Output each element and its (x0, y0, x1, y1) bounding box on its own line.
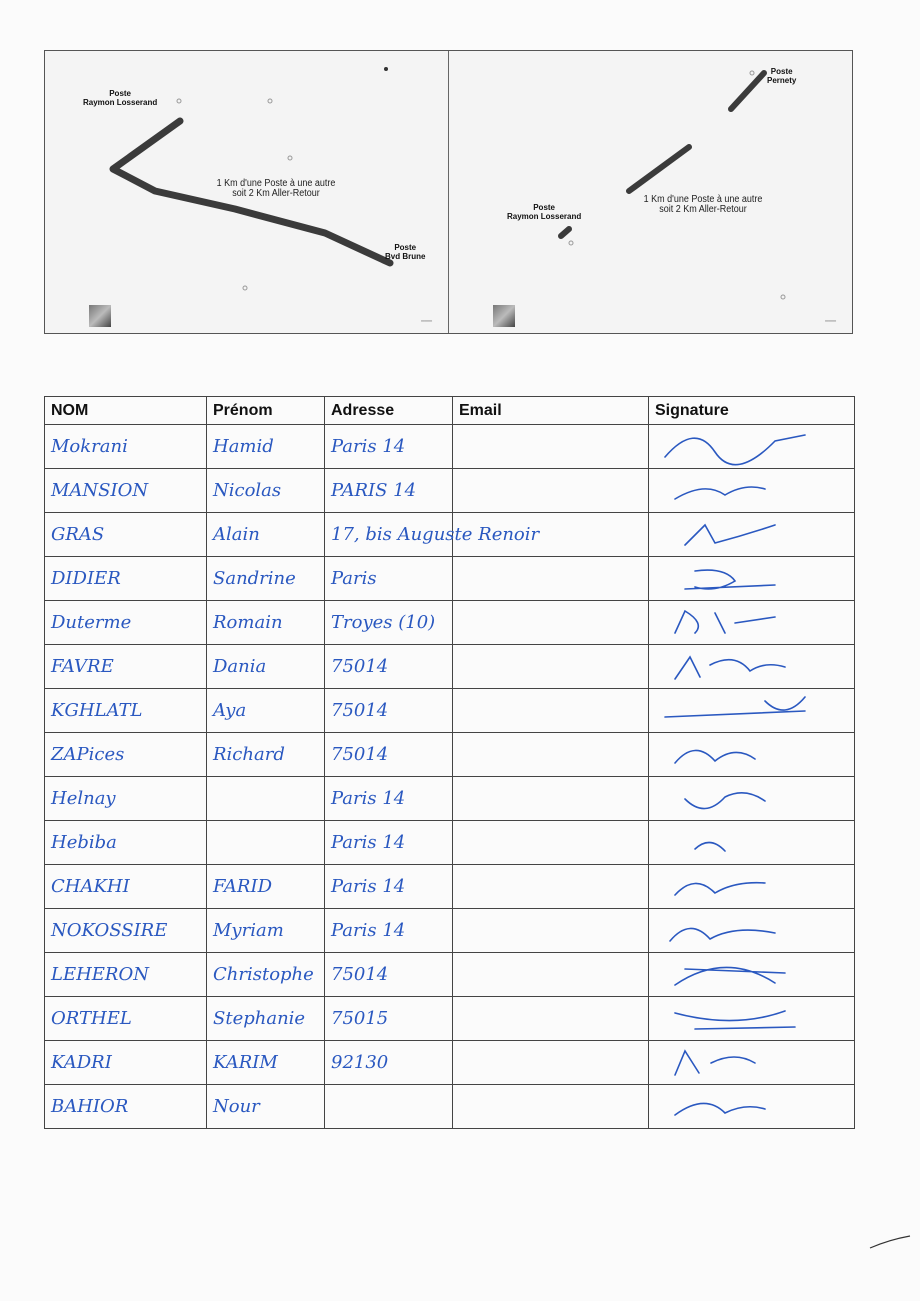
cell-signature (649, 777, 855, 821)
route-line-right (449, 51, 852, 333)
cell-email (453, 909, 649, 953)
signature-scribble (655, 427, 845, 467)
cell-prenom: Myriam (207, 909, 325, 953)
cell-prenom: Stephanie (207, 997, 325, 1041)
cell-adresse: 75014 (325, 645, 453, 689)
table-row (45, 425, 855, 469)
cell-email (453, 953, 649, 997)
cell-email (453, 645, 649, 689)
cell-signature (649, 953, 855, 997)
signature-scribble (655, 1087, 845, 1127)
table-row (45, 601, 855, 645)
cell-adresse: Paris (325, 557, 453, 601)
cell-email (453, 733, 649, 777)
map-right-scale: ━━━ (825, 319, 836, 325)
cell-signature (649, 645, 855, 689)
header-adresse: Adresse (325, 397, 453, 425)
cell-nom: Duterme (45, 601, 207, 645)
table-row (45, 733, 855, 777)
table-row (45, 689, 855, 733)
cell-email (453, 1085, 649, 1129)
header-nom: NOM (45, 397, 207, 425)
signature-scribble (655, 691, 845, 731)
map-right-end-label: Poste Pernety (767, 67, 797, 85)
header-signature: Signature (649, 397, 855, 425)
cell-signature (649, 909, 855, 953)
map-right (448, 51, 852, 333)
cell-email (453, 1041, 649, 1085)
map-left-distance: 1 Km d'une Poste à une autre soit 2 Km Aller-Retour (216, 178, 336, 199)
signature-scribble (655, 999, 845, 1039)
cell-prenom: FARID (207, 865, 325, 909)
table-row (45, 557, 855, 601)
signature-scribble (655, 471, 845, 511)
cell-prenom: Richard (207, 733, 325, 777)
cell-adresse: 75014 (325, 733, 453, 777)
table-row (45, 1085, 855, 1129)
map-left (45, 51, 448, 333)
cell-email (453, 997, 649, 1041)
cell-nom: NOKOSSIRE (45, 909, 207, 953)
cell-adresse: 17, bis Auguste Renoir (325, 513, 453, 557)
table-row (45, 997, 855, 1041)
stray-pen-mark (868, 1232, 912, 1252)
cell-prenom (207, 777, 325, 821)
cell-adresse: Paris 14 (325, 865, 453, 909)
cell-signature (649, 865, 855, 909)
cell-signature (649, 557, 855, 601)
cell-nom: ZAPices (45, 733, 207, 777)
cell-prenom: Sandrine (207, 557, 325, 601)
cell-signature (649, 733, 855, 777)
signature-scribble (655, 1043, 845, 1083)
table-row (45, 953, 855, 997)
map-left-thumbnail (89, 305, 111, 327)
map-right-distance: 1 Km d'une Poste à une autre soit 2 Km Aller-Retour (643, 194, 763, 215)
map-right-start-label: Poste Raymon Losserand (507, 203, 582, 221)
cell-email (453, 777, 649, 821)
map-left-scale: ━━━ (421, 319, 432, 325)
cell-nom: Mokrani (45, 425, 207, 469)
cell-prenom: Nour (207, 1085, 325, 1129)
cell-signature (649, 1085, 855, 1129)
signature-scribble (655, 911, 845, 951)
map-right-thumbnail (493, 305, 515, 327)
cell-nom: FAVRE (45, 645, 207, 689)
cell-nom: DIDIER (45, 557, 207, 601)
table-row (45, 469, 855, 513)
cell-nom: KGHLATL (45, 689, 207, 733)
cell-nom: Helnay (45, 777, 207, 821)
signature-scribble (655, 603, 845, 643)
map-left-start-label: Poste Raymon Losserand (83, 89, 158, 107)
cell-nom: LEHERON (45, 953, 207, 997)
signature-scribble (655, 647, 845, 687)
cell-nom: MANSION (45, 469, 207, 513)
cell-prenom: Christophe (207, 953, 325, 997)
cell-email (453, 469, 649, 513)
cell-prenom: Alain (207, 513, 325, 557)
cell-nom: GRAS (45, 513, 207, 557)
cell-nom: ORTHEL (45, 997, 207, 1041)
cell-nom: BAHIOR (45, 1085, 207, 1129)
signature-scribble (655, 823, 845, 863)
signature-scribble (655, 735, 845, 775)
cell-adresse: 92130 (325, 1041, 453, 1085)
cell-prenom (207, 821, 325, 865)
table-row (45, 865, 855, 909)
cell-signature (649, 425, 855, 469)
cell-nom: KADRI (45, 1041, 207, 1085)
cell-prenom: Hamid (207, 425, 325, 469)
cell-adresse: Troyes (10) (325, 601, 453, 645)
cell-email (453, 557, 649, 601)
cell-adresse: Paris 14 (325, 777, 453, 821)
cell-email (453, 689, 649, 733)
cell-adresse: 75014 (325, 953, 453, 997)
cell-signature (649, 689, 855, 733)
table-row (45, 909, 855, 953)
cell-signature (649, 821, 855, 865)
cell-signature (649, 601, 855, 645)
table-header-row (45, 397, 855, 425)
table-row (45, 821, 855, 865)
cell-signature (649, 513, 855, 557)
table-body (45, 425, 855, 1129)
cell-signature (649, 1041, 855, 1085)
signature-scribble (655, 779, 845, 819)
cell-adresse: Paris 14 (325, 425, 453, 469)
route-maps (44, 50, 853, 334)
cell-email (453, 865, 649, 909)
cell-adresse: Paris 14 (325, 821, 453, 865)
header-prenom: Prénom (207, 397, 325, 425)
cell-email (453, 821, 649, 865)
cell-email (453, 601, 649, 645)
cell-prenom: Aya (207, 689, 325, 733)
cell-adresse (325, 1085, 453, 1129)
table-row (45, 645, 855, 689)
cell-nom: Hebiba (45, 821, 207, 865)
table-row (45, 777, 855, 821)
table-row (45, 513, 855, 557)
signature-scribble (655, 955, 845, 995)
cell-prenom: Nicolas (207, 469, 325, 513)
cell-adresse: PARIS 14 (325, 469, 453, 513)
cell-adresse: 75014 (325, 689, 453, 733)
cell-signature (649, 997, 855, 1041)
header-email: Email (453, 397, 649, 425)
table-row (45, 1041, 855, 1085)
signature-scribble (655, 515, 845, 555)
signature-scribble (655, 559, 845, 599)
cell-signature (649, 469, 855, 513)
cell-prenom: Romain (207, 601, 325, 645)
cell-email (453, 425, 649, 469)
cell-nom: CHAKHI (45, 865, 207, 909)
map-left-end-label: Poste Bvd Brune (385, 243, 426, 261)
cell-adresse: Paris 14 (325, 909, 453, 953)
cell-adresse: 75015 (325, 997, 453, 1041)
signature-scribble (655, 867, 845, 907)
cell-prenom: KARIM (207, 1041, 325, 1085)
signature-table (44, 396, 855, 1129)
cell-prenom: Dania (207, 645, 325, 689)
